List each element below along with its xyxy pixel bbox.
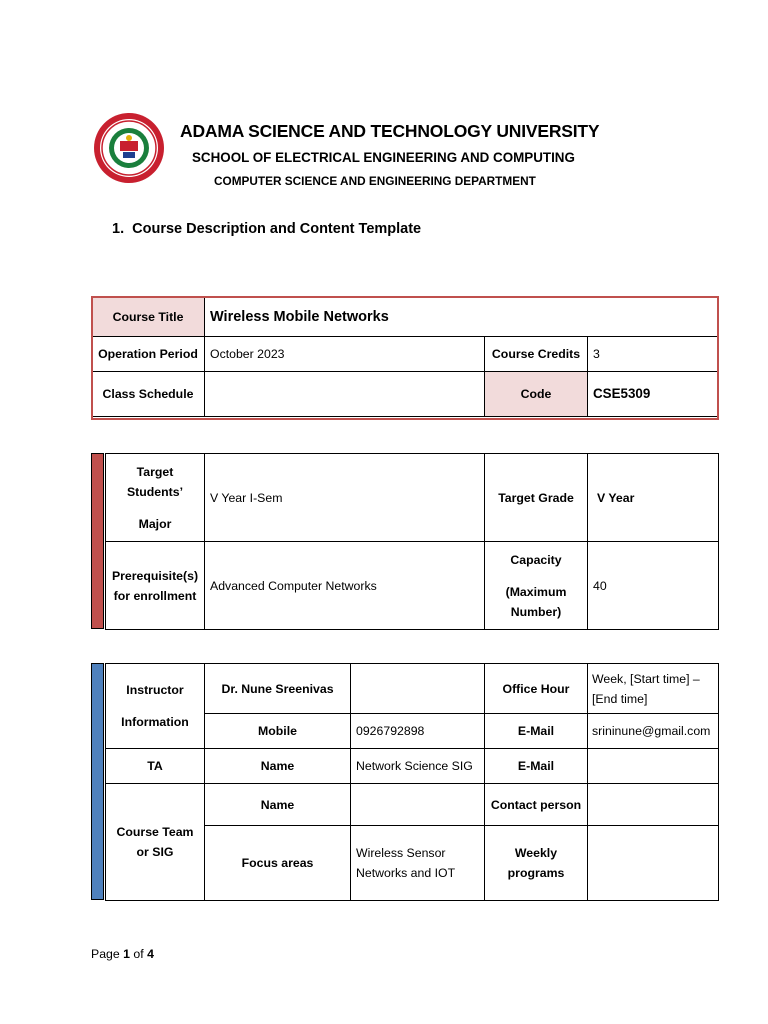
- ta-label: TA: [106, 749, 205, 784]
- target-table-accent-bar: [91, 453, 104, 629]
- instructor-email-label: E-Mail: [485, 714, 588, 749]
- target-students-value: V Year I-Sem: [205, 454, 485, 542]
- instructor-email-value[interactable]: srininune@gmail.com: [588, 714, 719, 749]
- mobile-label: Mobile: [205, 714, 351, 749]
- focus-areas-value: Wireless Sensor Networks and IOT: [351, 826, 485, 901]
- section-number: 1.: [112, 221, 125, 237]
- prerequisite-value: Advanced Computer Networks: [205, 542, 485, 630]
- course-title-value: Wireless Mobile Networks: [205, 297, 719, 337]
- course-credits-value: 3: [588, 337, 719, 372]
- page-total: 4: [147, 947, 154, 961]
- office-hour-label: Office Hour: [485, 664, 588, 714]
- instructor-name: Dr. Nune Sreenivas: [205, 664, 351, 714]
- page-number: Page 1 of 4: [91, 947, 154, 961]
- team-name-label: Name: [205, 784, 351, 826]
- course-team-label: Course Team or SIG: [106, 784, 205, 901]
- instructor-table: [105, 663, 719, 901]
- focus-areas-label: Focus areas: [205, 826, 351, 901]
- ta-name-value: Network Science SIG: [351, 749, 485, 784]
- class-schedule-label: Class Schedule: [92, 372, 205, 417]
- ta-email-value: [588, 749, 719, 784]
- weekly-programs-value: [588, 826, 719, 901]
- class-schedule-value: [205, 372, 485, 417]
- section-title: Course Description and Content Template: [132, 221, 422, 237]
- page-current: 1: [123, 947, 130, 961]
- section-heading: [112, 221, 421, 237]
- target-students-label: Target Students’ Major: [106, 454, 205, 542]
- instructor-name-extra: [351, 664, 485, 714]
- capacity-value: 40: [588, 542, 719, 630]
- school-name: SCHOOL OF ELECTRICAL ENGINEERING AND COMPUTING: [192, 150, 575, 165]
- ta-name-label: Name: [205, 749, 351, 784]
- university-seal-icon: [93, 110, 165, 186]
- target-students-table: [105, 453, 719, 630]
- capacity-label: Capacity (Maximum Number): [485, 542, 588, 630]
- target-grade-value: V Year: [588, 454, 719, 542]
- instructor-table-accent-bar: [91, 663, 104, 900]
- contact-person-value: [588, 784, 719, 826]
- prerequisite-label: Prerequisite(s) for enrollment: [106, 542, 205, 630]
- instructor-info-label: Instructor Information: [106, 664, 205, 749]
- code-value: CSE5309: [588, 372, 719, 417]
- course-info-table: [91, 296, 719, 417]
- department-name: COMPUTER SCIENCE AND ENGINEERING DEPARTMENT: [214, 174, 536, 188]
- mobile-value: 0926792898: [351, 714, 485, 749]
- code-label: Code: [485, 372, 588, 417]
- operation-period-label: Operation Period: [92, 337, 205, 372]
- ta-email-label: E-Mail: [485, 749, 588, 784]
- target-grade-label: Target Grade: [485, 454, 588, 542]
- course-title-label: Course Title: [92, 297, 205, 337]
- weekly-programs-label: Weekly programs: [485, 826, 588, 901]
- contact-person-label: Contact person: [485, 784, 588, 826]
- university-name: ADAMA SCIENCE AND TECHNOLOGY UNIVERSITY: [180, 121, 600, 141]
- office-hour-value: Week, [Start time] – [End time]: [588, 664, 719, 714]
- course-credits-label: Course Credits: [485, 337, 588, 372]
- operation-period-value: October 2023: [205, 337, 485, 372]
- team-name-value: [351, 784, 485, 826]
